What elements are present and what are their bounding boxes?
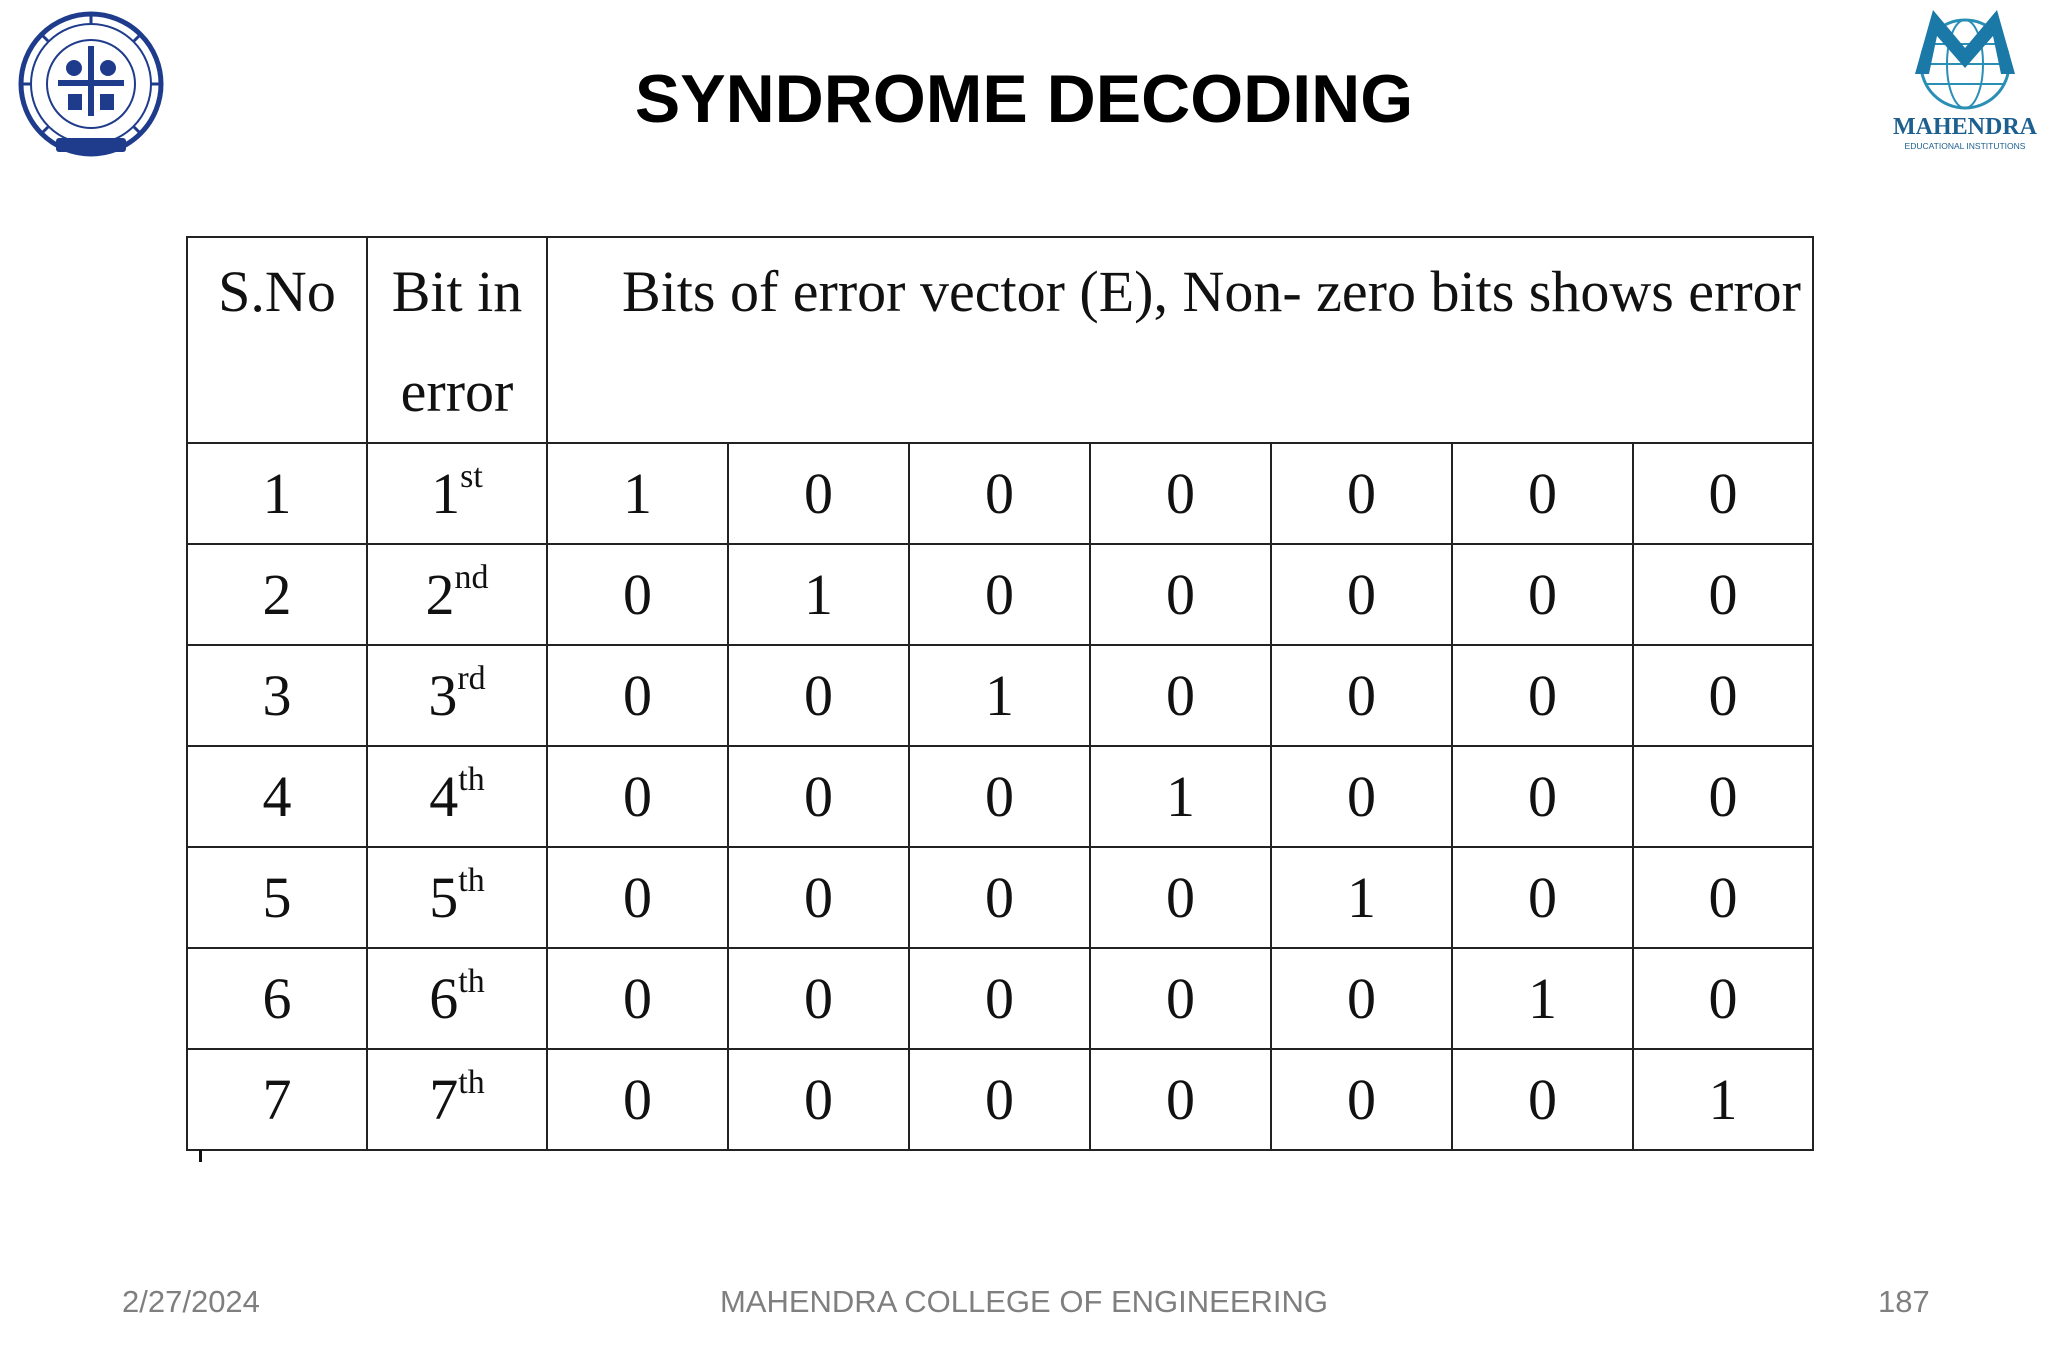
ordinal-suffix: th [458,962,485,1000]
cell-error-bit: 0 [1633,847,1813,948]
cell-sno: 7 [187,1049,367,1150]
ordinal-suffix: nd [454,558,489,596]
table-row [187,544,1813,645]
cell-sno: 4 [187,746,367,847]
cell-error-bit: 1 [728,544,909,645]
ordinal-suffix: th [458,1063,485,1101]
table-row [187,1049,1813,1150]
cell-error-bit: 0 [909,544,1090,645]
cell-bit-in-error [367,645,547,746]
cell-error-bit: 0 [1090,443,1271,544]
cell-error-bit: 1 [1090,746,1271,847]
ordinal-number: 1 [431,461,461,526]
table-header-row [187,237,1813,443]
table-row [187,746,1813,847]
cell-error-bit: 0 [1633,544,1813,645]
cell-error-bit: 0 [1271,645,1452,746]
cell-error-bit: 0 [1271,443,1452,544]
cell-error-bit: 0 [1090,948,1271,1049]
ordinal-number: 4 [429,764,459,829]
cell-bit-in-error [367,443,547,544]
cell-error-bit: 0 [1633,746,1813,847]
cell-error-bit: 0 [728,1049,909,1150]
cell-error-bit: 0 [547,948,728,1049]
cell-error-bit: 0 [909,746,1090,847]
svg-text:EDUCATIONAL INSTITUTIONS: EDUCATIONAL INSTITUTIONS [1904,141,2026,151]
cell-error-bit: 0 [1271,948,1452,1049]
cell-error-bit: 0 [1452,544,1633,645]
cell-error-bit: 1 [547,443,728,544]
cell-error-bit: 0 [547,1049,728,1150]
cell-error-bit: 0 [1633,645,1813,746]
cell-bit-in-error [367,1049,547,1150]
cell-error-bit: 0 [1090,847,1271,948]
cell-error-bit: 0 [1271,544,1452,645]
cell-bit-in-error [367,746,547,847]
error-vector-table [186,236,1814,1151]
cell-error-bit: 1 [1271,847,1452,948]
header-sno: S.No [187,237,367,443]
cell-error-bit: 0 [1452,645,1633,746]
slide-title: SYNDROME DECODING [634,61,1414,137]
cell-error-bit: 0 [1271,1049,1452,1150]
footer-institution: MAHENDRA COLLEGE OF ENGINEERING [719,1284,1329,1319]
cell-error-bit: 0 [1633,948,1813,1049]
cell-error-bit: 0 [728,645,909,746]
ordinal-suffix: st [460,457,483,495]
table-row [187,645,1813,746]
ordinal-suffix: th [458,861,485,899]
cell-bit-in-error [367,847,547,948]
cell-bit-in-error [367,948,547,1049]
cell-error-bit: 0 [728,847,909,948]
ordinal-suffix: rd [457,659,486,697]
cell-error-bit: 0 [728,948,909,1049]
cell-error-bit: 0 [1271,746,1452,847]
cell-error-bit: 0 [909,847,1090,948]
cell-error-bit: 0 [547,645,728,746]
cell-error-bit: 0 [547,847,728,948]
ordinal-number: 5 [429,865,459,930]
cell-error-bit: 0 [1452,746,1633,847]
cell-error-bit: 1 [1633,1049,1813,1150]
header-bit-line1: Bit in [391,259,523,324]
cell-error-bit: 0 [1452,1049,1633,1150]
ordinal-suffix: th [458,760,485,798]
ordinal-number: 7 [429,1067,459,1132]
cell-error-bit: 0 [909,1049,1090,1150]
cell-error-bit: 0 [728,443,909,544]
footer-date: 2/27/2024 [122,1284,260,1319]
ordinal-number: 6 [429,966,459,1031]
table-row [187,948,1813,1049]
cell-error-bit: 0 [909,443,1090,544]
footer-page-number: 187 [1878,1284,1930,1319]
ordinal-number: 3 [428,663,458,728]
cell-sno: 3 [187,645,367,746]
cell-error-bit: 0 [1090,645,1271,746]
cell-error-bit: 0 [1090,544,1271,645]
cell-error-bit: 0 [1452,443,1633,544]
cell-error-bit: 1 [909,645,1090,746]
stray-mark [199,1150,202,1162]
svg-text:MAHENDRA: MAHENDRA [1893,114,2037,140]
cell-sno: 1 [187,443,367,544]
ordinal-number: 2 [425,562,455,627]
cell-error-bit: 0 [547,746,728,847]
cell-error-bit: 0 [1090,1049,1271,1150]
cell-error-bit: 1 [1452,948,1633,1049]
cell-bit-in-error [367,544,547,645]
cell-error-bit: 0 [547,544,728,645]
cell-error-bit: 0 [728,746,909,847]
cell-sno: 5 [187,847,367,948]
table-row [187,847,1813,948]
header-bit-line2: error [400,359,514,424]
cell-error-bit: 0 [909,948,1090,1049]
header-error-vector: Bits of error vector (E), Non- zero bits shows error [547,237,1813,443]
cell-error-bit: 0 [1633,443,1813,544]
cell-sno: 6 [187,948,367,1049]
table-row [187,443,1813,544]
cell-error-bit: 0 [1452,847,1633,948]
header-bit-in-error [367,237,547,443]
cell-sno: 2 [187,544,367,645]
